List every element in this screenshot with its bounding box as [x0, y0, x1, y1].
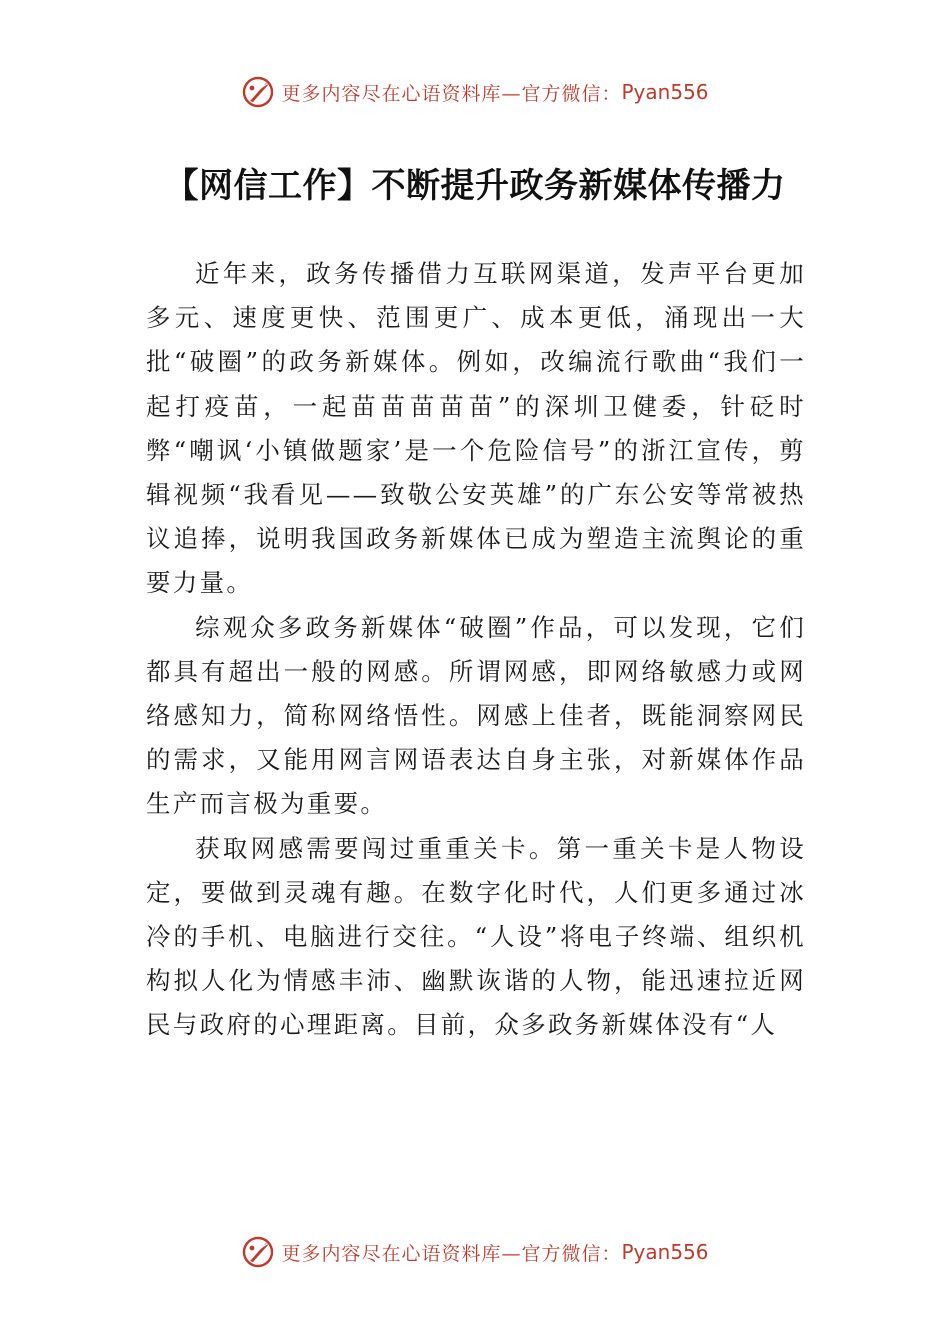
- wechat-id: Pyan556: [621, 80, 709, 104]
- banner-text: 更多内容尽在心语资料库—官方微信：: [281, 1242, 622, 1265]
- article-title: 【网信工作】不断提升政务新媒体传播力: [164, 166, 786, 206]
- paragraph-3: 获取网感需要闯过重重关卡。第一重关卡是人物设定，要做到灵魂有趣。在数字化时代，人们更多通过冰冷的手机、电脑进行交往。“人设”将电子终端、组织机构拟人化为情感丰沛、幽默诙谐的人物，能迅速拉近网民与政府的心理距离。目前，众多政务新媒体没有“人: [146, 833, 806, 1040]
- paragraph-2: 综观众多政务新媒体“破圈”作品，可以发现，它们都具有超出一般的网感。所谓网感，即网络敏感力或网络感知力，简称网络悟性。网感上佳者，既能洞察网民的需求，又能用网言网语表达自身主张，对新媒体作品生产而言极为重要。: [146, 612, 806, 819]
- paragraph-1: 近年来，政务传播借力互联网渠道，发声平台更加多元、速度更快、范围更广、成本更低，涌现出一大批“破圈”的政务新媒体。例如，改编流行歌曲“我们一起打疫苗，一起苗苗苗苗苗”的深圳卫健委，针砭时弊“嘲讽‘小镇做题家’是一个危险信号”的浙江宣传，剪辑视频“我看见——致敬公安英雄”的广东公安等常被热议追捧，说明我国政务新媒体已成为塑造主流舆论的重要力量。: [146, 259, 806, 598]
- header-watermark-banner: [0, 72, 950, 112]
- footer-watermark-banner: [0, 1232, 950, 1272]
- quill-logo-icon: [241, 75, 275, 109]
- article-body: [146, 252, 806, 1048]
- wechat-id: Pyan556: [621, 1240, 709, 1264]
- banner-text: 更多内容尽在心语资料库—官方微信：: [281, 82, 622, 105]
- quill-logo-icon: [241, 1235, 275, 1269]
